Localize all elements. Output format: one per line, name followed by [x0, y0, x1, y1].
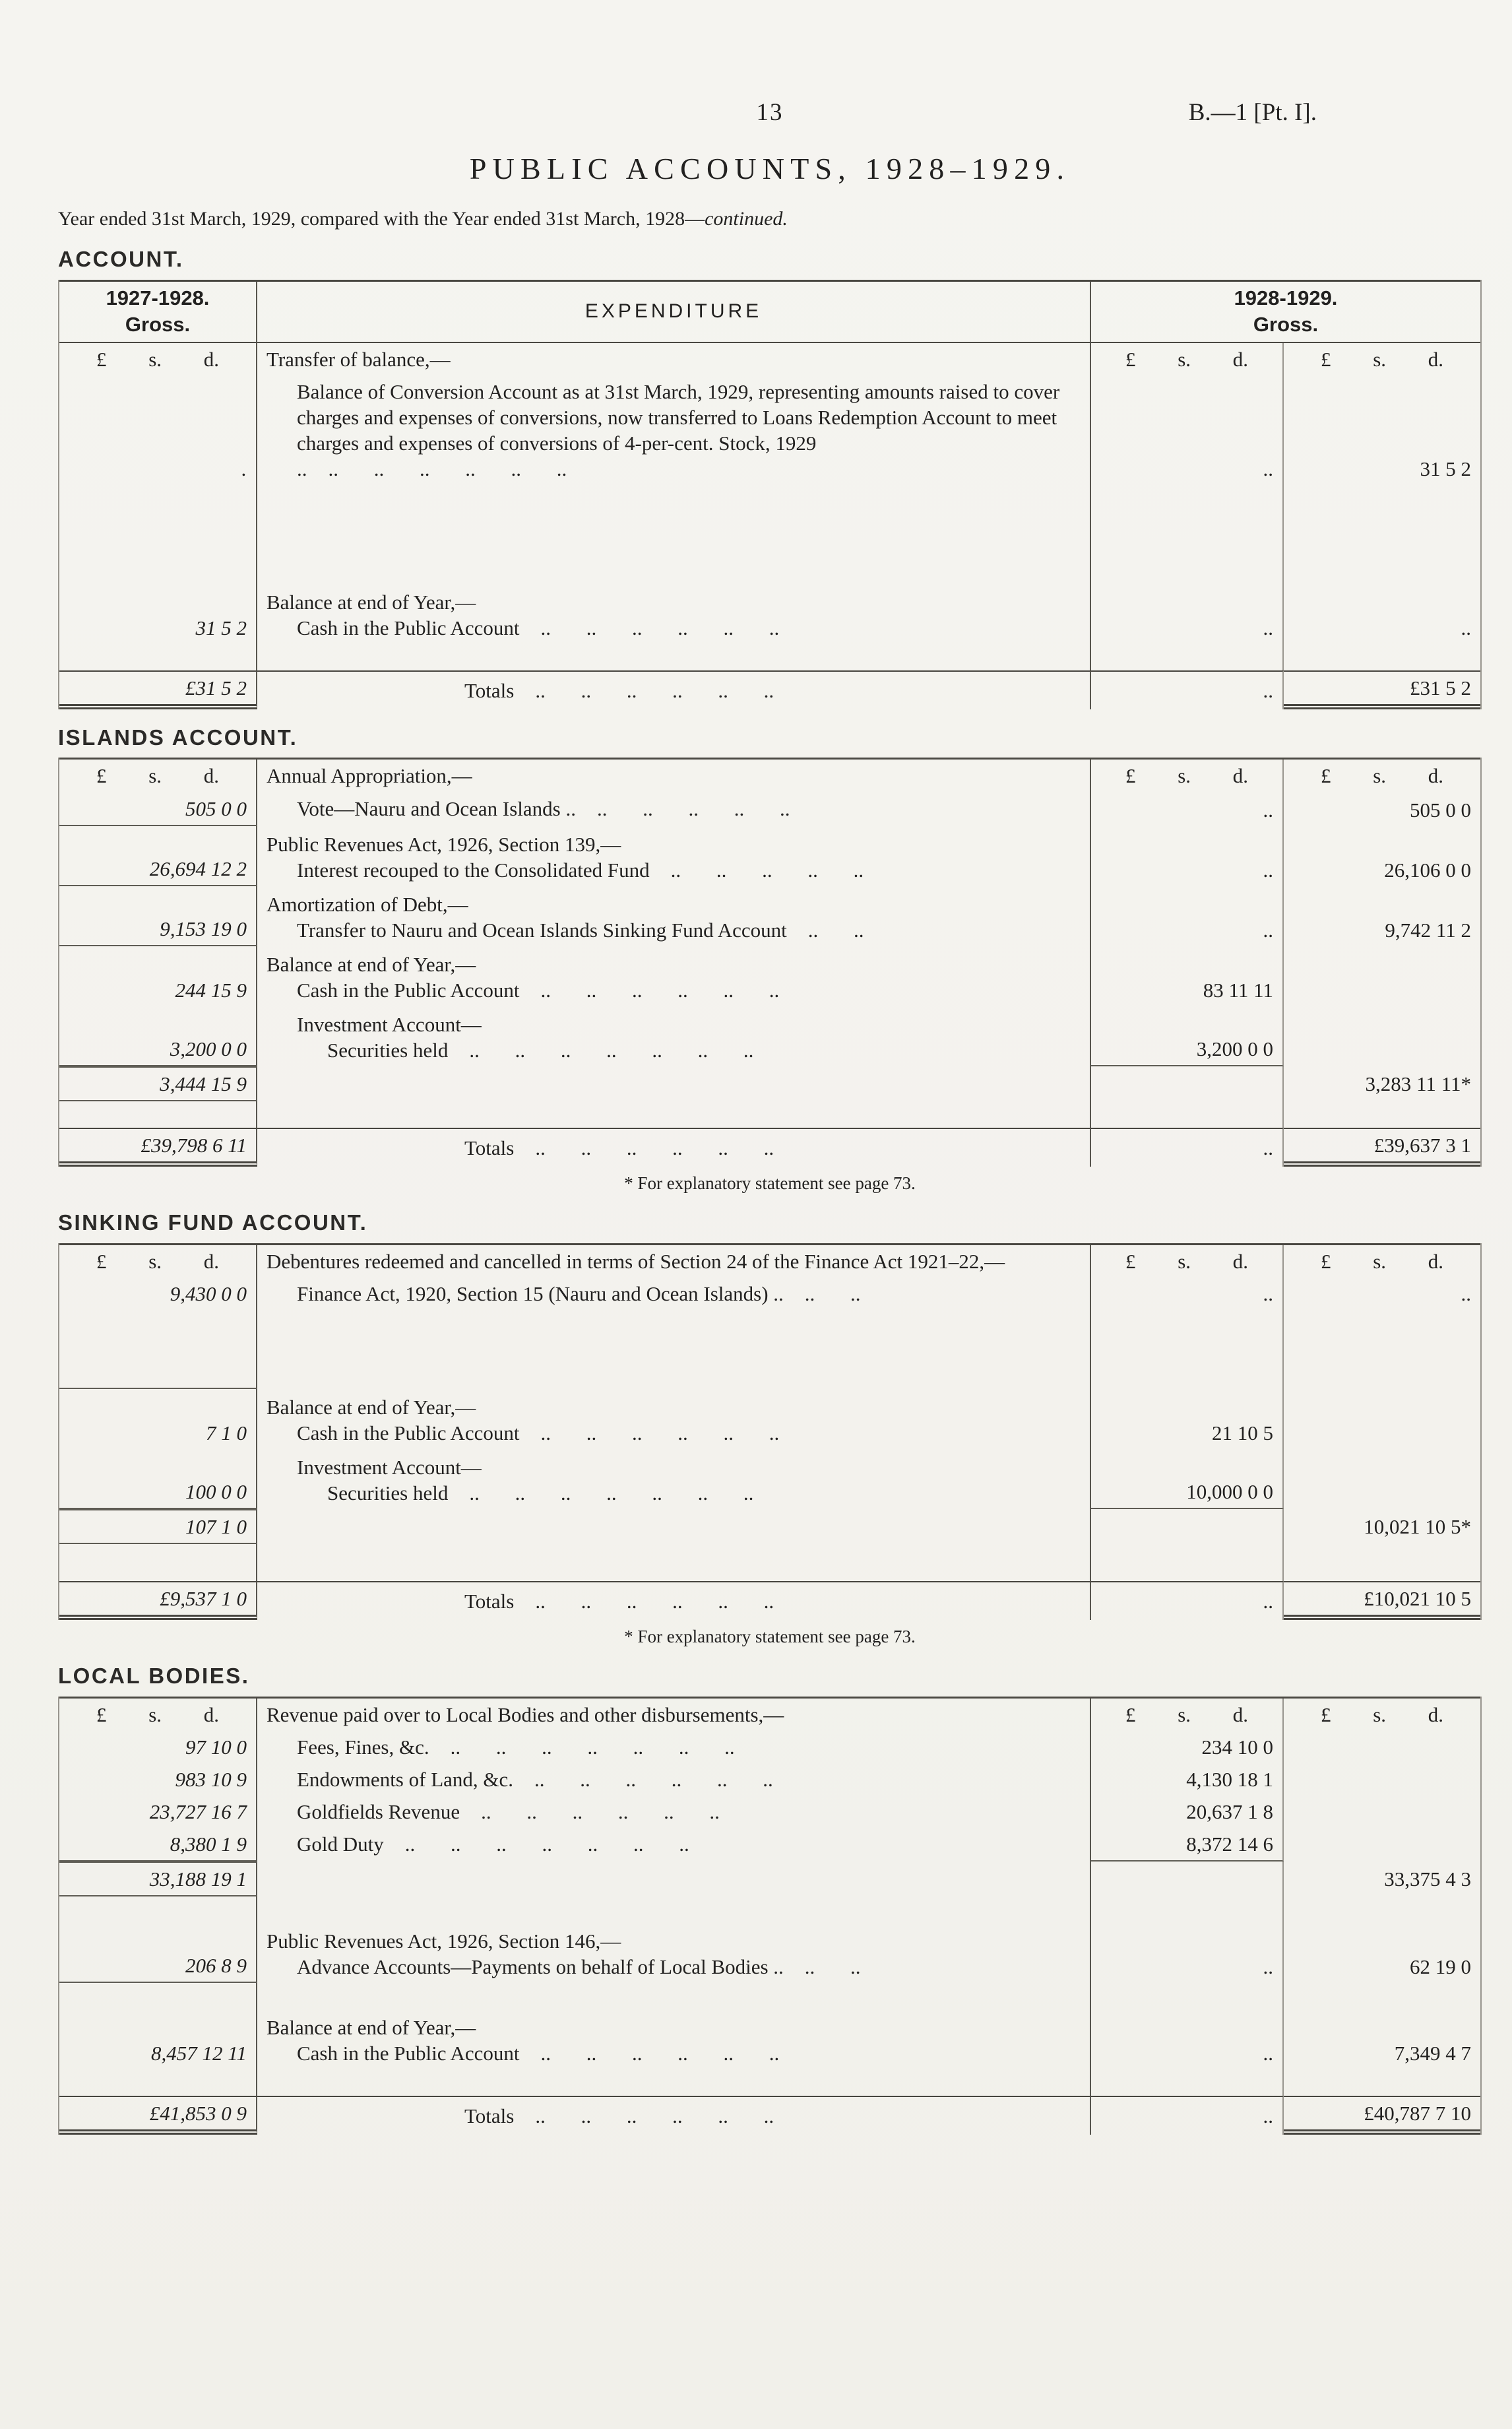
entry-heading-text: Transfer of balance,— [267, 347, 451, 371]
prev-year-gross: 31 5 2 [59, 584, 257, 644]
spacer [1091, 1310, 1284, 1389]
current-gross-amount [1284, 946, 1480, 1006]
current-inner-amount: 83 11 11 [1091, 946, 1284, 1006]
prev-year-gross: 97 10 0 [59, 1731, 257, 1763]
expenditure-entry [257, 1796, 1091, 1828]
page-header [58, 98, 1482, 129]
entry-text: Advance Accounts—Payments on behalf of Local Bodies .. [297, 1955, 784, 1978]
prev-year-label: 1927-1928. [106, 286, 210, 309]
current-gross-amount: 7,349 4 7 [1394, 2042, 1471, 2065]
current-year-column-header [1091, 282, 1480, 343]
current-gross-amount: 26,106 0 0 [1384, 858, 1471, 882]
sinking-fund-table [58, 1243, 1482, 1620]
local-grid [59, 1697, 1480, 2135]
spacer [59, 1101, 257, 1128]
current-inner-amount: 20,637 1 8 [1091, 1796, 1284, 1828]
prev-year-column-header [59, 282, 257, 343]
spacer [257, 1896, 1091, 1923]
spacer [1091, 485, 1284, 584]
spacer [1091, 1509, 1284, 1544]
current-inner-amount: 10,000 0 0 [1091, 1449, 1284, 1509]
dot-leaders: .. .. .. .. .. .. [535, 1136, 774, 1159]
dot-leaders: .. .. .. .. .. [670, 858, 864, 882]
page-number: 13 [756, 99, 784, 126]
dot-leaders: .. .. .. .. .. .. [328, 457, 567, 480]
current-gross-amount: 31 5 2 [1420, 457, 1471, 480]
section-heading-local-bodies: LOCAL BODIES. [58, 1664, 250, 1689]
money-columns-header: £ s. d. [59, 343, 257, 375]
totals-row [257, 2096, 1091, 2135]
current-inner-amount: .. [1091, 2009, 1284, 2069]
section-heading-islands-account: ISLANDS ACCOUNT. [58, 725, 298, 750]
entry-text: Securities held [327, 1038, 449, 1062]
entry-heading: Investment Account— [297, 1455, 482, 1479]
entry-heading: Balance at end of Year,— [267, 2015, 476, 2039]
totals-inner-amount: .. [1091, 2096, 1284, 2135]
current-inner-amount: .. [1091, 793, 1284, 826]
expenditure-column-header: EXPENDITURE [257, 282, 1091, 343]
prev-year-gross: 3,200 0 0 [59, 1006, 257, 1066]
dot-leaders: .. .. .. .. .. .. [535, 2104, 774, 2128]
entry-text: Cash in the Public Account [297, 978, 520, 1002]
totals-prev-amount: £41,853 0 9 [59, 2096, 257, 2135]
dot-leaders: .. .. .. .. .. [596, 796, 790, 820]
current-gross-amount: 505 0 0 [1410, 798, 1471, 822]
totals-prev-amount: £39,798 6 11 [59, 1128, 257, 1167]
expenditure-entry [257, 1923, 1091, 1983]
spacer [1284, 644, 1480, 670]
prev-year-gross: 983 10 9 [59, 1763, 257, 1796]
current-inner-amount: .. [1091, 584, 1284, 644]
entry-line [297, 1954, 1081, 1980]
expenditure-entry [257, 1828, 1091, 1862]
entry-line [297, 857, 1081, 883]
current-gross-amount [1284, 1389, 1480, 1449]
expenditure-entry [257, 1278, 1091, 1310]
entry-text: Vote—Nauru and Ocean Islands .. [297, 796, 576, 820]
entry-line [297, 1831, 1081, 1857]
spacer [1284, 1544, 1480, 1581]
dot-leaders: .. .. .. .. .. .. [540, 978, 780, 1002]
spacer [1091, 1862, 1284, 1896]
prev-year-gross: . [59, 375, 257, 485]
current-inner-amount: .. [1091, 826, 1284, 886]
current-year-label: 1928-1929. [1234, 286, 1338, 309]
spacer [1091, 2069, 1284, 2096]
current-gross-amount: 62 19 0 [1410, 1955, 1471, 1978]
spacer [1284, 1763, 1480, 1796]
entry-text: Cash in the Public Account [297, 1421, 520, 1444]
prev-year-gross: 9,153 19 0 [59, 886, 257, 946]
current-gross-amount: .. [1461, 616, 1471, 639]
totals-row [257, 670, 1091, 709]
entry-heading-text: Revenue paid over to Local Bodies and other disbursements,— [267, 1702, 784, 1726]
expenditure-entry [257, 793, 1091, 826]
expenditure-entry [257, 375, 1091, 485]
spacer [1284, 1828, 1480, 1862]
totals-label: Totals [464, 2104, 515, 2128]
totals-prev-amount: £31 5 2 [59, 670, 257, 709]
entry-line [297, 1799, 1081, 1825]
account-grid [59, 280, 1480, 709]
document-reference: B.—1 [Pt. I]. [1188, 99, 1317, 126]
totals-gross-amount: £40,787 7 10 [1284, 2096, 1480, 2135]
entry-line [297, 977, 1081, 1003]
entry-heading: Public Revenues Act, 1926, Section 139,— [267, 832, 621, 856]
totals-inner-amount: .. [1091, 1128, 1284, 1167]
money-columns-header: £ s. d. [1320, 347, 1444, 371]
money-columns-header: £ s. d. [1320, 1702, 1444, 1726]
spacer [1091, 644, 1284, 670]
dot-leaders: .. .. .. .. .. .. [534, 1767, 773, 1791]
entry-heading: Amortization of Debt,— [267, 892, 468, 916]
prev-year-gross: 100 0 0 [59, 1449, 257, 1509]
spacer [1091, 1896, 1284, 1923]
totals-inner-amount: .. [1091, 1581, 1284, 1620]
entry-text: Goldfields Revenue [297, 1799, 460, 1823]
current-inner-amount: 3,200 0 0 [1091, 1006, 1284, 1066]
entry-line [327, 1037, 1081, 1063]
current-gross-amount: 9,742 11 2 [1385, 918, 1471, 942]
money-columns-header: £ s. d. [1091, 343, 1284, 375]
spacer [257, 1983, 1091, 2009]
current-inner-amount: 8,372 14 6 [1091, 1828, 1284, 1862]
sinking-grid [59, 1243, 1480, 1620]
islands-grid [59, 758, 1480, 1167]
money-columns-header: £ s. d. [59, 1245, 257, 1278]
spacer [257, 1101, 1091, 1128]
current-gross-amount: 3,283 11 11* [1365, 1072, 1471, 1095]
totals-label: Totals [464, 678, 515, 702]
expenditure-entry [257, 826, 1091, 886]
current-inner-amount: .. [1091, 1923, 1284, 1983]
spacer [59, 644, 257, 670]
current-gross-amount [1284, 1006, 1480, 1066]
spacer [257, 485, 1091, 584]
dot-leaders: .. .. [804, 1281, 861, 1305]
totals-gross-amount: £10,021 10 5 [1284, 1581, 1480, 1620]
current-gross-amount: .. [1461, 1281, 1471, 1305]
entry-text: Interest recouped to the Consolidated Fund [297, 858, 650, 882]
expenditure-entry [257, 2009, 1091, 2069]
current-gross-amount: 33,375 4 3 [1384, 1867, 1471, 1891]
current-gross-amount: 10,021 10 5* [1364, 1514, 1471, 1538]
money-columns-header: £ s. d. [1091, 1245, 1284, 1278]
local-bodies-table [58, 1697, 1482, 2135]
spacer [257, 1310, 1091, 1389]
dot-leaders: .. .. .. .. .. .. [535, 678, 774, 702]
dot-leaders: .. .. .. .. .. .. [535, 1589, 774, 1613]
subtotal-amount: 33,188 19 1 [59, 1862, 257, 1896]
entry-heading-text: Debentures redeemed and cancelled in terms of Section 24 of the Finance Act 1921–22,— [267, 1249, 1005, 1273]
entry-heading: Investment Account— [297, 1012, 482, 1036]
spacer [257, 644, 1091, 670]
dot-leaders: .. .. .. .. .. .. .. [469, 1481, 754, 1505]
expenditure-entry [257, 1731, 1091, 1763]
subtotal-amount: 107 1 0 [59, 1509, 257, 1544]
entry-line [327, 1480, 1081, 1506]
spacer [59, 1896, 257, 1923]
entry-line [297, 796, 1081, 822]
entry-text: Finance Act, 1920, Section 15 (Nauru and Ocean Islands) .. [297, 1281, 784, 1305]
entry-text: Gold Duty [297, 1832, 384, 1856]
current-inner-amount: .. [1091, 886, 1284, 946]
entry-line [297, 1420, 1081, 1446]
totals-gross-amount: £39,637 3 1 [1284, 1128, 1480, 1167]
dot-leaders: .. .. .. .. .. .. [540, 2042, 780, 2065]
dot-leaders: .. .. .. .. .. .. .. [469, 1038, 754, 1062]
subtitle-text: Year ended 31st March, 1929, compared with the Year ended 31st March, 1928— [58, 207, 705, 230]
entry-line [297, 1281, 1081, 1307]
current-year-sublabel: Gross. [1253, 313, 1319, 337]
current-inner-amount: 234 10 0 [1091, 1731, 1284, 1763]
section-heading-sinking-fund: SINKING FUND ACCOUNT. [58, 1210, 368, 1235]
page-subtitle [58, 207, 1482, 232]
entry-text: Fees, Fines, &c. [297, 1735, 429, 1759]
entry-heading-text: Annual Appropriation,— [267, 764, 472, 788]
dot-leaders: .. .. .. .. .. .. [481, 1799, 720, 1823]
prev-year-gross: 9,430 0 0 [59, 1278, 257, 1310]
spacer [1284, 1731, 1480, 1763]
spacer [59, 1544, 257, 1581]
expenditure-entry [257, 1006, 1091, 1066]
islands-account-table [58, 758, 1482, 1167]
entry-heading [257, 760, 1091, 792]
prev-year-gross: 7 1 0 [59, 1389, 257, 1449]
prev-year-gross: 8,457 12 11 [59, 2009, 257, 2069]
prev-year-gross: 244 15 9 [59, 946, 257, 1006]
entry-line [297, 1734, 1081, 1760]
current-inner-amount: 4,130 18 1 [1091, 1763, 1284, 1796]
page-title: PUBLIC ACCOUNTS, 1928–1929. [469, 151, 1071, 185]
dot-leaders: .. .. [804, 1955, 861, 1978]
entry-text: Transfer to Nauru and Ocean Islands Sinking Fund Account [297, 918, 787, 942]
spacer [257, 1544, 1091, 1581]
expenditure-entry [257, 946, 1091, 1006]
entry-text: Endowments of Land, &c. [297, 1767, 514, 1791]
totals-gross-amount: £31 5 2 [1284, 670, 1480, 709]
prev-year-gross: 505 0 0 [59, 793, 257, 826]
totals-row [257, 1128, 1091, 1167]
expenditure-entry [257, 1763, 1091, 1796]
spacer [1091, 1544, 1284, 1581]
entry-line [297, 917, 1081, 943]
footnote: * For explanatory statement see page 73. [624, 1173, 916, 1194]
spacer [1284, 1796, 1480, 1828]
account-table [58, 280, 1482, 709]
spacer [1091, 1983, 1284, 2009]
expenditure-entry [257, 1389, 1091, 1449]
footnote: * For explanatory statement see page 73. [624, 1627, 916, 1647]
spacer [1091, 1101, 1284, 1128]
entry-heading: Balance at end of Year,— [267, 952, 476, 976]
dot-leaders: .. .. .. .. .. .. [540, 616, 780, 639]
subtitle-continued: continued. [705, 207, 788, 230]
entry-heading [257, 343, 1091, 375]
subtotal-amount: 3,444 15 9 [59, 1066, 257, 1101]
entry-text: Balance of Conversion Account as at 31st March, 1929, representing amounts raised to cover charges and expenses of conversions, now transferred to Loans Redemption Account to meet charges and expenses of conversions of 4-per-cent. Stock, 1929 .. [297, 379, 1060, 480]
totals-label: Totals [464, 1589, 515, 1613]
expenditure-entry [257, 584, 1091, 644]
spacer [257, 1862, 1091, 1896]
dot-leaders: .. .. .. .. .. .. [540, 1421, 780, 1444]
entry-text: Cash in the Public Account [297, 616, 520, 639]
prev-year-sublabel: Gross. [125, 313, 191, 337]
spacer [1284, 1983, 1480, 2009]
entry-line [297, 1766, 1081, 1792]
spacer [59, 1983, 257, 2009]
entry-text: Securities held [327, 1481, 449, 1505]
spacer [257, 1509, 1091, 1544]
expenditure-entry [257, 1449, 1091, 1509]
current-inner-amount: 21 10 5 [1091, 1389, 1284, 1449]
spacer [1091, 1066, 1284, 1101]
spacer [257, 1066, 1091, 1101]
entry-line [297, 379, 1081, 482]
totals-prev-amount: £9,537 1 0 [59, 1581, 257, 1620]
spacer [1284, 1310, 1480, 1389]
spacer [59, 485, 257, 584]
prev-year-gross: 26,694 12 2 [59, 826, 257, 886]
dot-leaders: .. .. .. .. .. .. .. [404, 1832, 689, 1856]
entry-line [297, 615, 1081, 641]
entry-heading: Balance at end of Year,— [267, 1395, 476, 1419]
spacer [59, 2069, 257, 2096]
money-columns-header: £ s. d. [59, 760, 257, 792]
money-columns-header: £ s. d. [1091, 760, 1284, 792]
current-gross-amount [1284, 1449, 1480, 1509]
current-inner-amount: .. [1091, 375, 1284, 485]
spacer [257, 2069, 1091, 2096]
expenditure-entry [257, 886, 1091, 946]
section-heading-account: ACCOUNT. [58, 247, 184, 272]
spacer [1284, 1101, 1480, 1128]
dot-leaders: .. .. [807, 918, 864, 942]
entry-heading [257, 1245, 1091, 1278]
spacer [59, 1310, 257, 1389]
spacer [1284, 1896, 1480, 1923]
entry-heading: Balance at end of Year,— [267, 590, 476, 614]
entry-line [297, 2040, 1081, 2066]
money-columns-header: £ s. d. [1091, 1699, 1284, 1731]
totals-row [257, 1581, 1091, 1620]
money-columns-header: £ s. d. [1320, 1249, 1444, 1273]
prev-year-gross: 8,380 1 9 [59, 1828, 257, 1862]
entry-heading [257, 1699, 1091, 1731]
money-columns-header: £ s. d. [59, 1699, 257, 1731]
prev-year-gross: 206 8 9 [59, 1923, 257, 1983]
prev-year-gross: 23,727 16 7 [59, 1796, 257, 1828]
spacer [1284, 2069, 1480, 2096]
spacer [1284, 485, 1480, 584]
entry-text: Cash in the Public Account [297, 2042, 520, 2065]
totals-inner-amount: .. [1091, 670, 1284, 709]
money-columns-header: £ s. d. [1320, 764, 1444, 788]
dot-leaders: .. .. .. .. .. .. .. [450, 1735, 735, 1759]
entry-heading: Public Revenues Act, 1926, Section 146,— [267, 1929, 621, 1953]
current-inner-amount: .. [1091, 1278, 1284, 1310]
totals-label: Totals [464, 1136, 515, 1159]
